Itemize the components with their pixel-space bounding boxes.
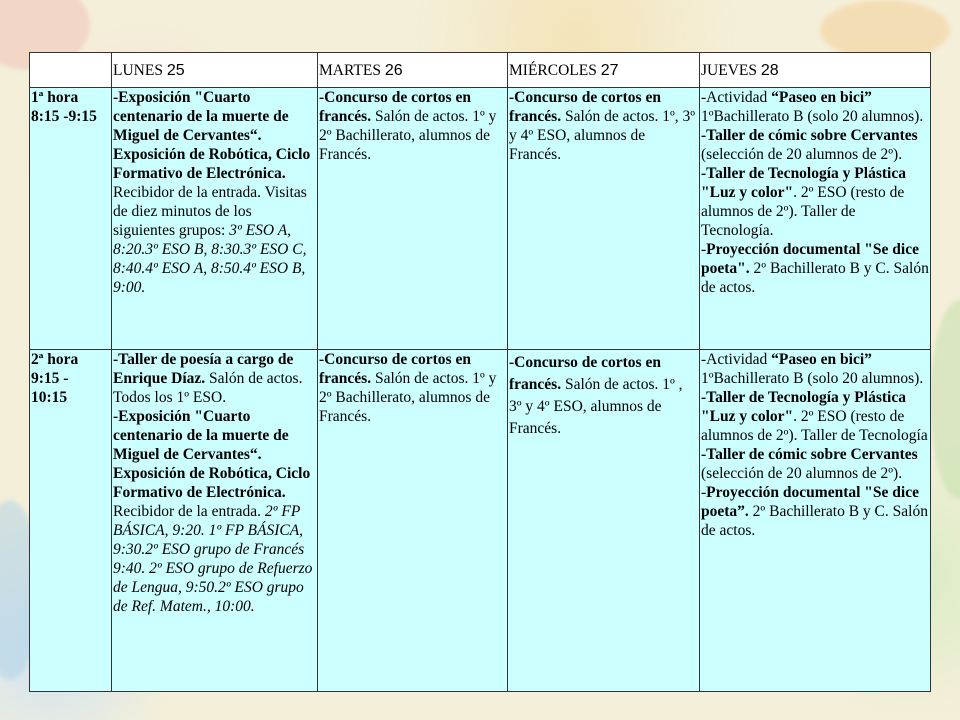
time-cell: 2ª hora 9:15 - 10:15 (30, 350, 112, 692)
cell-miercoles: -Concurso de cortos en francés. Salón de actos. 1º , 3º y 4º ESO, alumnos de Francés. (508, 350, 700, 692)
cell-lunes (112, 350, 318, 692)
header-lunes: LUNES 25 (112, 53, 318, 88)
activity: -Taller de Tecnología y Plástica "Luz y color". 2º ESO (resto de alumnos de 2º). Taller de Tecnología. (701, 165, 906, 239)
activity: -Proyección documental "Se dice poeta". 2º Bachillerato B y C. Salón de actos. (701, 241, 929, 296)
header-row (30, 53, 931, 88)
activity: -Actividad “Paseo en bici” 1ºBachillerato B (solo 20 alumnos). (701, 89, 924, 125)
activity: -Actividad “Paseo en bici” 1ºBachillerato B (solo 20 alumnos). (701, 351, 924, 387)
decor-blob (820, 0, 950, 60)
cell-jueves (700, 350, 931, 692)
header-miercoles: MIÉRCOLES 27 (508, 53, 700, 88)
activity: -Exposición "Cuarto centenario de la muerte de Miguel de Cervantes“. Exposición de Robótica, Ciclo Formativo de Electrónica. Recibidor de la entrada. 2º FP BÁSICA, 9:20. 1º FP BÁSICA, 9:30.2º ESO grupo de Francés 9:40. 2º ESO grupo de Refuerzo de Lengua, 9:50.2º ESO grupo de Ref. Matem., 10:00. (113, 408, 313, 615)
cell-lunes: -Exposición "Cuarto centenario de la muerte de Miguel de Cervantes“. Exposición de Robótica, Ciclo Formativo de Electrónica. Recibidor de la entrada. Visitas de diez minutos de los siguientes grupos: 3º ESO A, 8:20.3º ESO B, 8:30.3º ESO C, 8:40.4º ESO A, 8:50.4º ESO B, 9:00. (112, 88, 318, 350)
activity: -Taller de Tecnología y Plástica "Luz y color". 2º ESO (resto de alumnos de 2º). Taller de Tecnología (701, 389, 928, 444)
schedule-row-1 (30, 88, 931, 350)
cell-martes: -Concurso de cortos en francés. Salón de actos. 1º y 2º Bachillerato, alumnos de Francés. (318, 88, 508, 350)
activity: -Proyección documental "Se dice poeta”. 2º Bachillerato B y C. Salón de actos. (701, 484, 928, 539)
activity: -Taller de cómic sobre Cervantes (selección de 20 alumnos de 2º). (701, 127, 918, 163)
activity: -Taller de poesía a cargo de Enrique Díaz. Salón de actos. Todos los 1º ESO. (113, 351, 303, 406)
time-cell: 1ª hora 8:15 -9:15 (30, 88, 112, 350)
header-martes: MARTES 26 (318, 53, 508, 88)
schedule-table (29, 52, 931, 692)
cell-martes: -Concurso de cortos en francés. Salón de actos. 1º y 2º Bachillerato, alumnos de Francés. (318, 350, 508, 692)
schedule-row-2 (30, 350, 931, 692)
corner-cell (30, 53, 112, 88)
cell-miercoles: -Concurso de cortos en francés. Salón de actos. 1º, 3º y 4º ESO, alumnos de Francés. (508, 88, 700, 350)
activity: -Taller de cómic sobre Cervantes (selección de 20 alumnos de 2º). (701, 446, 918, 482)
decor-blob (930, 300, 960, 500)
header-jueves: JUEVES 28 (700, 53, 931, 88)
cell-jueves (700, 88, 931, 350)
